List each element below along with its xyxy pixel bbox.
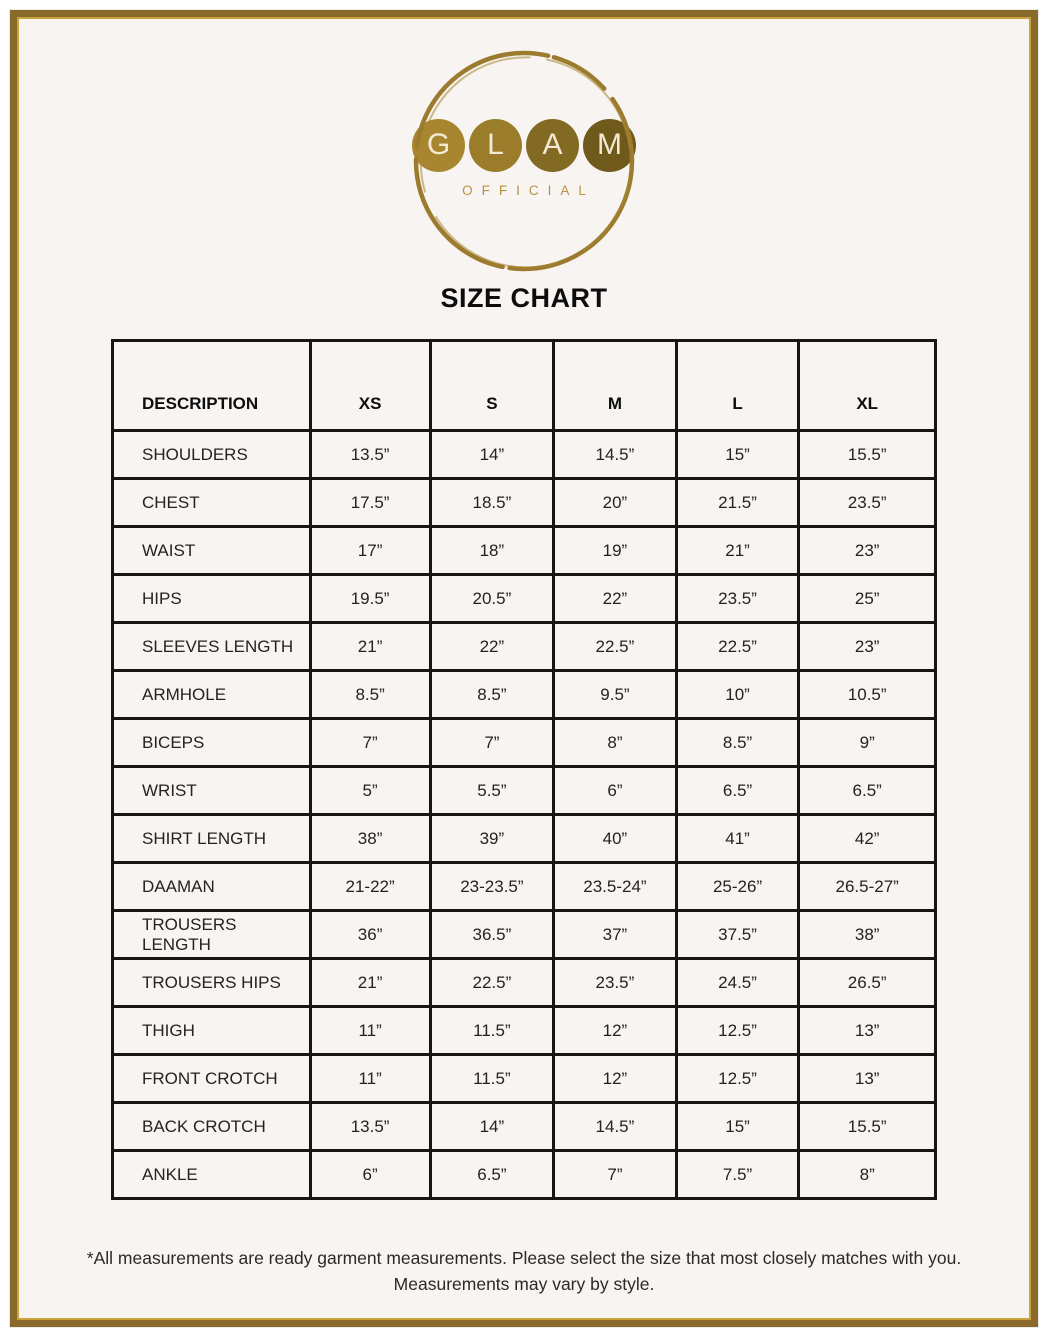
measurement-value: 11.5” <box>430 1007 553 1055</box>
measurement-label: SHIRT LENGTH <box>113 815 311 863</box>
measurement-value: 13” <box>799 1055 936 1103</box>
measurement-value: 21.5” <box>676 479 799 527</box>
logo-letter-circle: M <box>583 119 636 172</box>
footer-line-1: *All measurements are ready garment measurements. Please select the size that most closely matches with you. <box>86 1248 962 1268</box>
measurement-label: BACK CROTCH <box>113 1103 311 1151</box>
measurement-value: 18” <box>430 527 553 575</box>
page-title: SIZE CHART <box>440 283 608 313</box>
table-row <box>113 623 936 671</box>
measurement-value: 5.5” <box>430 767 553 815</box>
column-header-description: DESCRIPTION <box>113 341 311 431</box>
measurement-label: SLEEVES LENGTH <box>113 623 311 671</box>
measurement-value: 23-23.5” <box>430 863 553 911</box>
table-row <box>113 527 936 575</box>
measurement-value: 19.5” <box>310 575 430 623</box>
measurement-label: WRIST <box>113 767 311 815</box>
table-row <box>113 1151 936 1199</box>
measurement-value: 42” <box>799 815 936 863</box>
measurement-value: 7.5” <box>676 1151 799 1199</box>
measurement-value: 26.5-27” <box>799 863 936 911</box>
measurement-value: 13.5” <box>310 1103 430 1151</box>
measurement-value: 11” <box>310 1055 430 1103</box>
column-header-l: L <box>676 341 799 431</box>
measurement-value: 11” <box>310 1007 430 1055</box>
measurement-value: 23.5” <box>554 959 677 1007</box>
gold-frame <box>10 10 1038 1327</box>
column-header-xs: XS <box>310 341 430 431</box>
measurement-value: 15.5” <box>799 431 936 479</box>
measurement-value: 12” <box>554 1055 677 1103</box>
measurement-value: 9.5” <box>554 671 677 719</box>
measurement-value: 17” <box>310 527 430 575</box>
measurement-value: 21” <box>310 623 430 671</box>
measurement-value: 14” <box>430 1103 553 1151</box>
measurement-label: TROUSERS LENGTH <box>113 911 311 959</box>
measurement-value: 38” <box>799 911 936 959</box>
measurement-value: 15” <box>676 431 799 479</box>
gold-frame-inner-line <box>17 17 1031 1320</box>
measurement-value: 24.5” <box>676 959 799 1007</box>
measurement-value: 6.5” <box>676 767 799 815</box>
measurement-value: 39” <box>430 815 553 863</box>
measurement-value: 8” <box>799 1151 936 1199</box>
size-chart-table <box>111 339 937 1200</box>
measurement-value: 36” <box>310 911 430 959</box>
measurement-value: 22” <box>554 575 677 623</box>
table-row <box>113 479 936 527</box>
column-header-m: M <box>554 341 677 431</box>
measurement-label: TROUSERS HIPS <box>113 959 311 1007</box>
measurement-value: 23.5-24” <box>554 863 677 911</box>
measurement-value: 23” <box>799 623 936 671</box>
table-row <box>113 863 936 911</box>
measurement-value: 6.5” <box>799 767 936 815</box>
measurement-value: 23” <box>799 527 936 575</box>
measurement-value: 26.5” <box>799 959 936 1007</box>
measurement-label: DAAMAN <box>113 863 311 911</box>
measurement-value: 8” <box>554 719 677 767</box>
table-header-row <box>113 341 936 431</box>
measurement-value: 15” <box>676 1103 799 1151</box>
table-row <box>113 1007 936 1055</box>
measurement-value: 14.5” <box>554 431 677 479</box>
table-row <box>113 719 936 767</box>
measurement-value: 22.5” <box>554 623 677 671</box>
logo-subtitle: OFFICIAL <box>462 182 595 198</box>
measurement-label: FRONT CROTCH <box>113 1055 311 1103</box>
measurement-value: 12.5” <box>676 1055 799 1103</box>
measurement-label: SHOULDERS <box>113 431 311 479</box>
measurement-value: 18.5” <box>430 479 553 527</box>
column-header-s: S <box>430 341 553 431</box>
measurement-value: 23.5” <box>799 479 936 527</box>
measurement-value: 10.5” <box>799 671 936 719</box>
measurement-value: 8.5” <box>676 719 799 767</box>
measurement-value: 21” <box>676 527 799 575</box>
measurement-value: 37” <box>554 911 677 959</box>
measurement-value: 11.5” <box>430 1055 553 1103</box>
table-row <box>113 431 936 479</box>
measurement-value: 8.5” <box>430 671 553 719</box>
measurement-value: 6” <box>310 1151 430 1199</box>
measurement-value: 22” <box>430 623 553 671</box>
table-row <box>113 1055 936 1103</box>
measurement-value: 13.5” <box>310 431 430 479</box>
footer-line-2: Measurements may vary by style. <box>393 1274 655 1295</box>
measurement-value: 15.5” <box>799 1103 936 1151</box>
measurement-value: 14.5” <box>554 1103 677 1151</box>
measurement-value: 7” <box>430 719 553 767</box>
logo-letter-circle: G <box>412 119 465 172</box>
measurement-value: 6” <box>554 767 677 815</box>
measurement-label: THIGH <box>113 1007 311 1055</box>
measurement-value: 7” <box>554 1151 677 1199</box>
measurement-label: HIPS <box>113 575 311 623</box>
measurement-value: 36.5” <box>430 911 553 959</box>
measurement-value: 5” <box>310 767 430 815</box>
measurement-value: 37.5” <box>676 911 799 959</box>
footer-note <box>19 1245 1029 1298</box>
measurement-value: 21” <box>310 959 430 1007</box>
measurement-value: 12” <box>554 1007 677 1055</box>
measurement-value: 14” <box>430 431 553 479</box>
measurement-value: 9” <box>799 719 936 767</box>
table-row <box>113 959 936 1007</box>
measurement-value: 40” <box>554 815 677 863</box>
logo-brush-ring-icon <box>408 45 640 277</box>
table-row <box>113 671 936 719</box>
brand-logo <box>408 45 640 277</box>
measurement-value: 22.5” <box>676 623 799 671</box>
measurement-value: 20.5” <box>430 575 553 623</box>
measurement-value: 17.5” <box>310 479 430 527</box>
measurement-value: 10” <box>676 671 799 719</box>
measurement-value: 21-22” <box>310 863 430 911</box>
measurement-value: 23.5” <box>676 575 799 623</box>
measurement-value: 7” <box>310 719 430 767</box>
measurement-value: 38” <box>310 815 430 863</box>
table-row <box>113 767 936 815</box>
measurement-label: WAIST <box>113 527 311 575</box>
size-table-body <box>113 431 936 1199</box>
measurement-label: ANKLE <box>113 1151 311 1199</box>
table-row <box>113 575 936 623</box>
measurement-value: 6.5” <box>430 1151 553 1199</box>
measurement-value: 41” <box>676 815 799 863</box>
table-row <box>113 911 936 959</box>
measurement-value: 20” <box>554 479 677 527</box>
column-header-xl: XL <box>799 341 936 431</box>
measurement-value: 25” <box>799 575 936 623</box>
measurement-value: 25-26” <box>676 863 799 911</box>
measurement-value: 8.5” <box>310 671 430 719</box>
measurement-value: 12.5” <box>676 1007 799 1055</box>
logo-letter-circle: A <box>526 119 579 172</box>
table-row <box>113 1103 936 1151</box>
measurement-value: 22.5” <box>430 959 553 1007</box>
measurement-label: CHEST <box>113 479 311 527</box>
measurement-value: 19” <box>554 527 677 575</box>
measurement-value: 13” <box>799 1007 936 1055</box>
measurement-label: BICEPS <box>113 719 311 767</box>
table-row <box>113 815 936 863</box>
logo-letter-circle: L <box>469 119 522 172</box>
measurement-label: ARMHOLE <box>113 671 311 719</box>
